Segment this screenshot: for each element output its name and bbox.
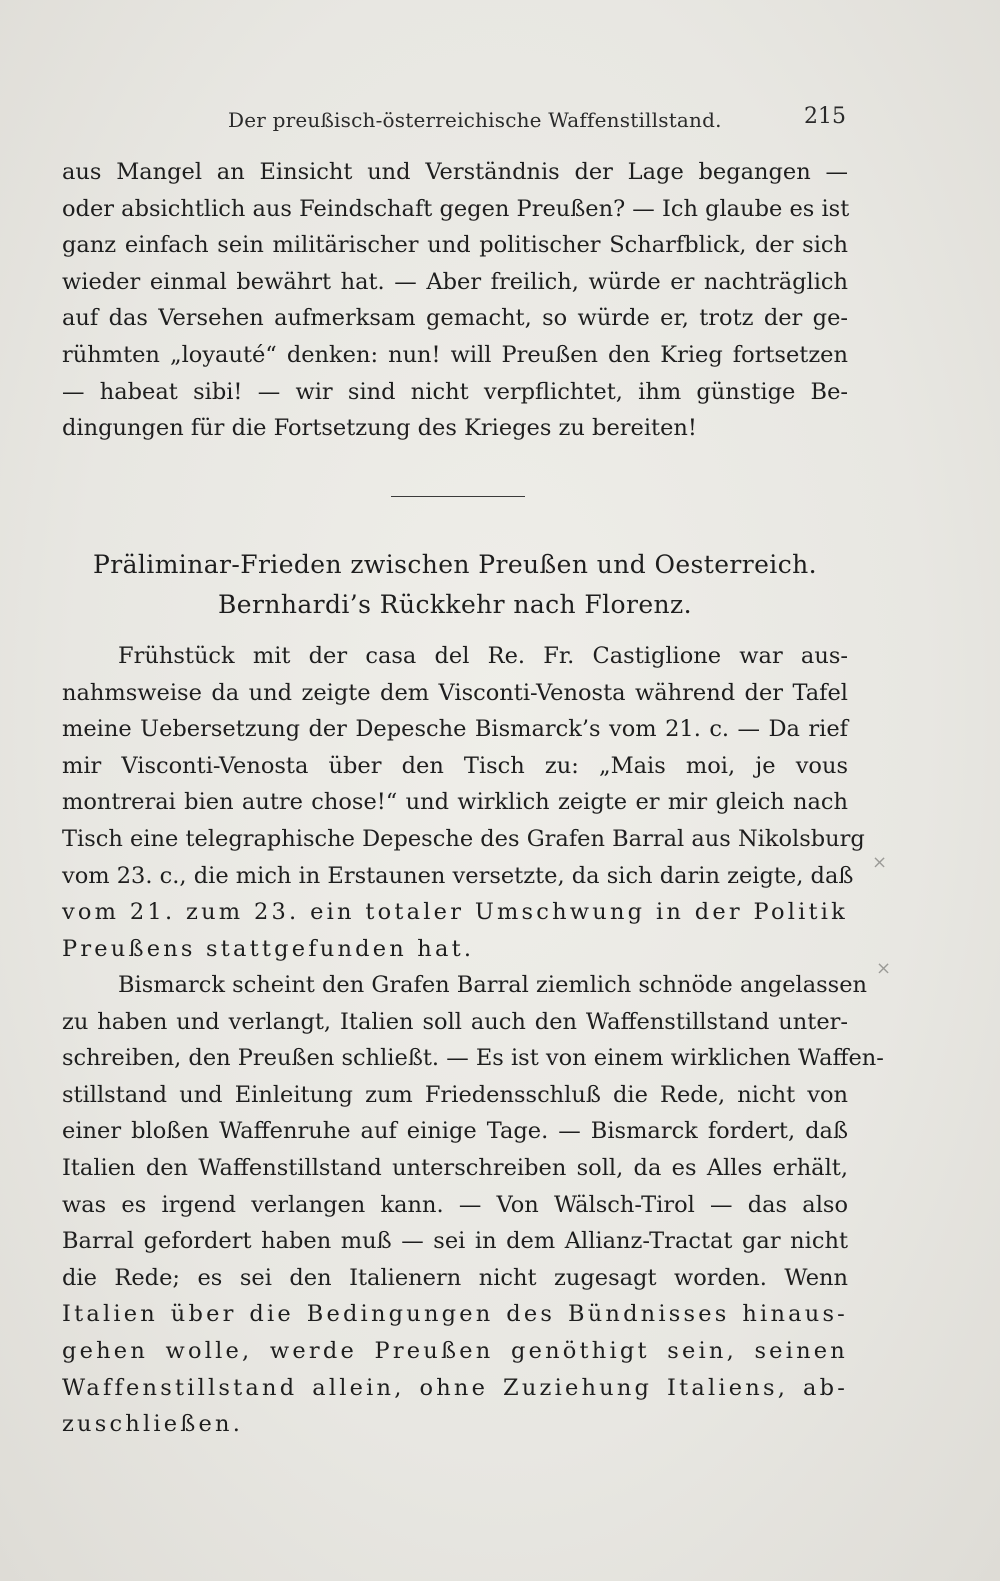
text-line: schreiben, den Preußen schließt. — Es ist von einem wirklichen Waffen- bbox=[62, 1045, 884, 1072]
text-line: montrerai bien autre chose!“ und wirklich zeigte er mir gleich nach bbox=[62, 789, 848, 816]
text-line: einer bloßen Waffenruhe auf einige Tage. — Bismarck fordert, daß bbox=[62, 1118, 848, 1145]
text-line: mir Visconti-Venosta über den Tisch zu: „Mais moi, je vous bbox=[62, 752, 848, 779]
running-head bbox=[228, 104, 846, 140]
text-line: zu haben und verlangt, Italien soll auch den Waffenstillstand unter- bbox=[62, 1008, 848, 1035]
text-line: stillstand und Einleitung zum Friedensschluß die Rede, nicht von bbox=[62, 1081, 848, 1108]
text-line: Waffenstillstand allein, ohne Zuziehung Italiens, ab- bbox=[62, 1374, 848, 1401]
text-line: Preußens stattgefunden hat. bbox=[62, 935, 475, 962]
text-line: rühmten „loyauté“ denken: nun! will Preußen den Krieg fortsetzen bbox=[62, 341, 848, 368]
text-line: meine Uebersetzung der Depesche Bismarck’s vom 21. c. — Da rief bbox=[62, 716, 848, 743]
text-line: oder absichtlich aus Feindschaft gegen Preußen? — Ich glaube es ist bbox=[62, 195, 850, 222]
text-line: Tisch eine telegraphische Depesche des Grafen Barral aus Nikolsburg bbox=[62, 825, 865, 852]
section-divider bbox=[391, 496, 525, 497]
text-line: auf das Versehen aufmerksam gemacht, so würde er, trotz der ge- bbox=[62, 305, 848, 332]
text-line: wieder einmal bewährt hat. — Aber freilich, würde er nachträglich bbox=[62, 268, 848, 295]
text-line: Bismarck scheint den Grafen Barral ziemlich schnöde angelassen bbox=[118, 972, 868, 998]
text-line: Barral gefordert haben muß — sei in dem Allianz-Tractat gar nicht bbox=[62, 1228, 848, 1255]
paragraph bbox=[62, 967, 884, 1443]
section-heading-line: Präliminar-Frieden zwischen Preußen und Oesterreich. bbox=[93, 550, 817, 579]
text-line: aus Mangel an Einsicht und Verständnis der Lage begangen — bbox=[62, 159, 848, 185]
paragraph bbox=[62, 638, 865, 967]
text-line: — habeat sibi! — wir sind nicht verpflichtet, ihm günstige Be- bbox=[62, 378, 848, 405]
section-heading bbox=[62, 545, 848, 625]
running-title: Der preußisch-österreichische Waffenstillstand. bbox=[228, 108, 722, 132]
text-line: vom 21. zum 23. ein totaler Umschwung in der Politik bbox=[62, 899, 848, 926]
text-line: dingungen für die Fortsetzung des Krieges zu bereiten! bbox=[62, 415, 697, 442]
text-line: nahmsweise da und zeigte dem Visconti-Venosta während der Tafel bbox=[62, 679, 848, 706]
text-line: die Rede; es sei den Italienern nicht zugesagt worden. Wenn bbox=[62, 1264, 848, 1291]
paragraph-continuation bbox=[62, 154, 848, 447]
margin-cross-mark: × bbox=[872, 852, 888, 873]
text-line: zuschließen. bbox=[62, 1411, 244, 1438]
text-line: ganz einfach sein militärischer und politischer Scharfblick, der sich bbox=[62, 232, 848, 259]
section-heading-line: Bernhardi’s Rückkehr nach Florenz. bbox=[218, 590, 692, 619]
text-line: gehen wolle, werde Preußen genöthigt sein, seinen bbox=[62, 1337, 848, 1364]
text-line: Italien den Waffenstillstand unterschreiben soll, da es Alles erhält, bbox=[62, 1154, 848, 1181]
margin-cross-mark: × bbox=[876, 958, 892, 979]
text-line: vom 23. c., die mich in Erstaunen versetzte, da sich darin zeigte, daß bbox=[62, 862, 854, 889]
text-line: was es irgend verlangen kann. — Von Wälsch-Tirol — das also bbox=[62, 1191, 848, 1218]
text-line: Italien über die Bedingungen des Bündnisses hinaus- bbox=[62, 1301, 848, 1328]
page-number: 215 bbox=[804, 104, 846, 129]
text-line: Frühstück mit der casa del Re. Fr. Castiglione war aus- bbox=[118, 643, 848, 669]
